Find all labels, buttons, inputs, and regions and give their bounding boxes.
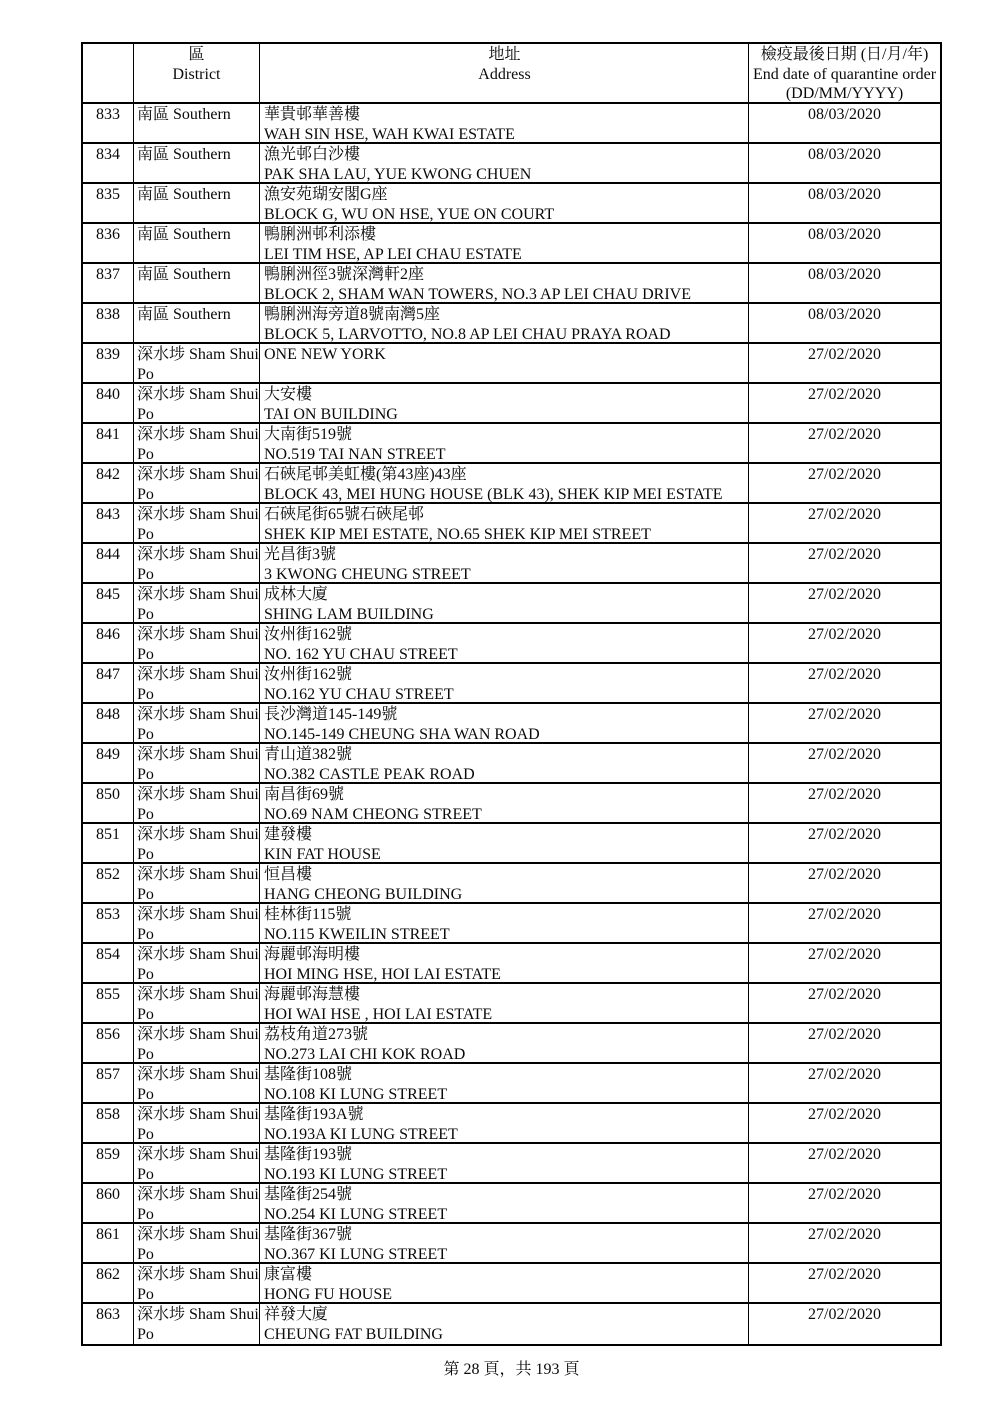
district-line-1: 深水埗 Sham Shui	[137, 1066, 259, 1083]
row-district-cell	[134, 344, 260, 382]
address-english-line: BLOCK 5, LARVOTTO, NO.8 AP LEI CHAU PRAYA ROAD	[264, 325, 671, 342]
row-district-cell	[134, 864, 260, 902]
row-number-cell: 849	[83, 744, 134, 782]
row-number-cell: 836	[83, 224, 134, 262]
district-line-1: 深水埗 Sham Shui	[137, 1186, 259, 1203]
row-number-cell: 861	[83, 1224, 134, 1262]
row-number-cell: 845	[83, 584, 134, 622]
row-address-cell	[260, 344, 749, 382]
address-chinese-line: 基隆街193號	[264, 1146, 353, 1163]
table-row	[83, 984, 940, 1024]
district-line-1: 深水埗 Sham Shui	[137, 626, 259, 643]
district-line-2: Po	[137, 965, 154, 982]
row-date-cell: 27/02/2020	[808, 426, 881, 443]
address-english-line: HOI MING HSE, HOI LAI ESTATE	[264, 965, 501, 982]
address-english-line: NO.193A KI LUNG STREET	[264, 1125, 458, 1142]
row-date-cell: 08/03/2020	[808, 106, 881, 123]
district-line-2: Po	[137, 605, 154, 622]
row-district-cell	[134, 1304, 260, 1344]
row-district-cell	[134, 584, 260, 622]
district-line-2: Po	[137, 685, 154, 702]
district-line-1: 深水埗 Sham Shui	[137, 386, 259, 403]
row-district-cell	[134, 504, 260, 542]
row-district-cell	[134, 104, 260, 142]
row-number-cell: 852	[83, 864, 134, 902]
district-line-2: Po	[137, 1085, 154, 1102]
address-chinese-line: 南昌街69號	[264, 786, 345, 803]
address-chinese-line: 青山道382號	[264, 746, 353, 763]
row-number-cell: 837	[83, 264, 134, 302]
address-english-line: NO. 162 YU CHAU STREET	[264, 645, 458, 662]
district-line-2: Po	[137, 725, 154, 742]
district-line-1: 深水埗 Sham Shui	[137, 1266, 259, 1283]
table-row	[83, 624, 940, 664]
address-chinese-line: 華貴邨華善樓	[264, 106, 361, 123]
table-row	[83, 304, 940, 344]
row-district-cell	[134, 704, 260, 742]
row-date-cell: 27/02/2020	[808, 946, 881, 963]
district-line-1: 深水埗 Sham Shui	[137, 1306, 259, 1323]
district-line-2: Po	[137, 1245, 154, 1262]
row-address-cell	[260, 784, 749, 822]
address-english-line: NO.193 KI LUNG STREET	[264, 1165, 448, 1182]
row-date-cell: 08/03/2020	[808, 186, 881, 203]
table-row	[83, 744, 940, 784]
row-district-cell	[134, 944, 260, 982]
row-address-cell	[260, 944, 749, 982]
row-date-cell: 08/03/2020	[808, 266, 881, 283]
table-row	[83, 184, 940, 224]
address-chinese-line: 汝州街162號	[264, 666, 353, 683]
row-address-cell	[260, 1064, 749, 1102]
address-english-line: NO.254 KI LUNG STREET	[264, 1205, 448, 1222]
district-line-1: 深水埗 Sham Shui	[137, 866, 259, 883]
table-row	[83, 1064, 940, 1104]
address-chinese-line: 石硤尾邨美虹樓(第43座)43座	[264, 466, 467, 483]
row-address-cell	[260, 264, 749, 302]
row-address-cell	[260, 544, 749, 582]
address-chinese-line: 基隆街367號	[264, 1226, 353, 1243]
table-row	[83, 384, 940, 424]
district-line-1: 深水埗 Sham Shui	[137, 346, 259, 363]
header-date-format: (DD/MM/YYYY)	[785, 85, 904, 102]
row-date-cell: 27/02/2020	[808, 1266, 881, 1283]
district-line-1: 深水埗 Sham Shui	[137, 906, 259, 923]
table-row	[83, 1184, 940, 1224]
district-line-1: 南區 Southern	[137, 146, 231, 163]
table-row	[83, 824, 940, 864]
address-chinese-line: 基隆街193A號	[264, 1106, 364, 1123]
address-chinese-line: 鴨脷洲徑3號深灣軒2座	[264, 266, 425, 283]
address-chinese-line: 成林大廈	[264, 586, 329, 603]
address-english-line: NO.108 KI LUNG STREET	[264, 1085, 448, 1102]
row-number-cell: 847	[83, 664, 134, 702]
address-english-line: BLOCK G, WU ON HSE, YUE ON COURT	[264, 205, 555, 222]
row-date-cell: 27/02/2020	[808, 1026, 881, 1043]
row-date-cell: 27/02/2020	[808, 586, 881, 603]
row-number-cell: 860	[83, 1184, 134, 1222]
row-district-cell	[134, 1144, 260, 1182]
row-number-cell: 853	[83, 904, 134, 942]
row-date-cell: 27/02/2020	[808, 1106, 881, 1123]
address-english-line: BLOCK 43, MEI HUNG HOUSE (BLK 43), SHEK KIP MEI ESTATE	[264, 485, 723, 502]
address-chinese-line: 基隆街108號	[264, 1066, 353, 1083]
address-english-line: NO.115 KWEILIN STREET	[264, 925, 450, 942]
address-english-line: NO.519 TAI NAN STREET	[264, 445, 446, 462]
address-english-line: 3 KWONG CHEUNG STREET	[264, 565, 471, 582]
row-date-cell: 27/02/2020	[808, 626, 881, 643]
row-district-cell	[134, 824, 260, 862]
address-english-line: NO.162 YU CHAU STREET	[264, 685, 454, 702]
row-date-cell: 27/02/2020	[808, 866, 881, 883]
address-english-line: NO.145-149 CHEUNG SHA WAN ROAD	[264, 725, 540, 742]
row-date-cell: 27/02/2020	[808, 1186, 881, 1203]
district-line-1: 南區 Southern	[137, 106, 231, 123]
row-address-cell	[260, 504, 749, 542]
district-line-2: Po	[137, 1005, 154, 1022]
row-district-cell	[134, 1264, 260, 1302]
row-number-cell: 843	[83, 504, 134, 542]
row-address-cell	[260, 704, 749, 742]
header-district-zh: 區	[188, 46, 205, 63]
address-chinese-line: 大南街519號	[264, 426, 353, 443]
row-address-cell	[260, 1104, 749, 1142]
table-row	[83, 1144, 940, 1184]
row-district-cell	[134, 1024, 260, 1062]
district-line-2: Po	[137, 845, 154, 862]
header-district-cell	[134, 44, 260, 102]
table-row	[83, 504, 940, 544]
district-line-2: Po	[137, 1205, 154, 1222]
row-date-cell: 27/02/2020	[808, 986, 881, 1003]
district-line-1: 深水埗 Sham Shui	[137, 986, 259, 1003]
address-chinese-line: 荔枝角道273號	[264, 1026, 369, 1043]
address-chinese-line: 石硤尾街65號石硤尾邨	[264, 506, 425, 523]
row-address-cell	[260, 1264, 749, 1302]
address-english-line: NO.367 KI LUNG STREET	[264, 1245, 448, 1262]
address-english-line: NO.273 LAI CHI KOK ROAD	[264, 1045, 466, 1062]
row-address-cell	[260, 144, 749, 182]
address-english-line: BLOCK 2, SHAM WAN TOWERS, NO.3 AP LEI CHAU DRIVE	[264, 285, 691, 302]
row-address-cell	[260, 1224, 749, 1262]
district-line-2: Po	[137, 925, 154, 942]
row-address-cell	[260, 184, 749, 222]
table-body	[83, 104, 940, 1344]
table-row	[83, 544, 940, 584]
district-line-1: 深水埗 Sham Shui	[137, 946, 259, 963]
row-number-cell: 850	[83, 784, 134, 822]
district-line-1: 深水埗 Sham Shui	[137, 506, 259, 523]
address-english-line: NO.69 NAM CHEONG STREET	[264, 805, 482, 822]
header-address-zh: 地址	[488, 46, 521, 63]
row-number-cell: 846	[83, 624, 134, 662]
table-row	[83, 1264, 940, 1304]
district-line-2: Po	[137, 645, 154, 662]
address-english-line: HONG FU HOUSE	[264, 1285, 393, 1302]
table-row	[83, 264, 940, 304]
row-address-cell	[260, 864, 749, 902]
district-line-1: 深水埗 Sham Shui	[137, 546, 259, 563]
row-address-cell	[260, 1184, 749, 1222]
row-district-cell	[134, 264, 260, 302]
table-row	[83, 944, 940, 984]
row-number-cell: 858	[83, 1104, 134, 1142]
district-line-1: 南區 Southern	[137, 306, 231, 323]
district-line-1: 南區 Southern	[137, 186, 231, 203]
row-address-cell	[260, 624, 749, 662]
table-row	[83, 344, 940, 384]
address-english-line: CHEUNG FAT BUILDING	[264, 1325, 443, 1343]
district-line-1: 深水埗 Sham Shui	[137, 786, 259, 803]
district-line-1: 深水埗 Sham Shui	[137, 466, 259, 483]
row-number-cell: 835	[83, 184, 134, 222]
row-district-cell	[134, 1064, 260, 1102]
header-date-en: End date of quarantine order	[752, 65, 937, 83]
row-address-cell	[260, 104, 749, 142]
row-date-cell: 27/02/2020	[808, 1066, 881, 1083]
address-english-line: TAI ON BUILDING	[264, 405, 398, 422]
row-district-cell	[134, 304, 260, 342]
row-district-cell	[134, 464, 260, 502]
table-row	[83, 704, 940, 744]
district-line-2: Po	[137, 525, 154, 542]
district-line-1: 深水埗 Sham Shui	[137, 1106, 259, 1123]
district-line-2: Po	[137, 1045, 154, 1062]
district-line-1: 深水埗 Sham Shui	[137, 666, 259, 683]
row-address-cell	[260, 304, 749, 342]
header-address-en: Address	[478, 65, 531, 83]
address-chinese-line: 建發樓	[264, 826, 313, 843]
table-row	[83, 864, 940, 904]
address-english-line: SHING LAM BUILDING	[264, 605, 434, 622]
address-chinese-line: 桂林街115號	[264, 906, 352, 923]
row-number-cell: 833	[83, 104, 134, 142]
row-address-cell	[260, 664, 749, 702]
row-district-cell	[134, 784, 260, 822]
row-district-cell	[134, 1184, 260, 1222]
row-address-cell	[260, 464, 749, 502]
row-address-cell	[260, 1304, 749, 1344]
table-row	[83, 144, 940, 184]
row-date-cell: 27/02/2020	[808, 506, 881, 523]
row-district-cell	[134, 224, 260, 262]
table-row	[83, 1024, 940, 1064]
district-line-1: 深水埗 Sham Shui	[137, 1026, 259, 1043]
district-line-1: 深水埗 Sham Shui	[137, 746, 259, 763]
district-line-2: Po	[137, 365, 154, 382]
address-chinese-line: 鴨脷洲海旁道8號南灣5座	[264, 306, 441, 323]
table-row	[83, 1224, 940, 1264]
district-line-2: Po	[137, 485, 154, 502]
address-english-line: WAH SIN HSE, WAH KWAI ESTATE	[264, 125, 515, 142]
row-date-cell: 27/02/2020	[808, 786, 881, 803]
address-chinese-line: 光昌街3號	[264, 546, 337, 563]
row-date-cell: 27/02/2020	[808, 1146, 881, 1163]
row-district-cell	[134, 1224, 260, 1262]
table-row	[83, 464, 940, 504]
district-line-2: Po	[137, 565, 154, 582]
table-row	[83, 904, 940, 944]
row-district-cell	[134, 984, 260, 1022]
row-district-cell	[134, 904, 260, 942]
row-number-cell: 848	[83, 704, 134, 742]
address-english-line: PAK SHA LAU, YUE KWONG CHUEN	[264, 165, 532, 182]
table-row	[83, 664, 940, 704]
address-english-line: NO.382 CASTLE PEAK ROAD	[264, 765, 475, 782]
address-chinese-line: 海麗邨海明樓	[264, 946, 361, 963]
header-date-cell	[749, 44, 940, 102]
address-chinese-line: ONE NEW YORK	[264, 346, 386, 363]
district-line-1: 南區 Southern	[137, 266, 231, 283]
district-line-2: Po	[137, 445, 154, 462]
address-chinese-line: 大安樓	[264, 386, 313, 403]
district-line-1: 南區 Southern	[137, 226, 231, 243]
header-date-zh: 檢疫最後日期 (日/月/年)	[760, 46, 929, 63]
row-district-cell	[134, 1104, 260, 1142]
district-line-2: Po	[137, 805, 154, 822]
row-number-cell: 859	[83, 1144, 134, 1182]
address-chinese-line: 長沙灣道145-149號	[264, 706, 398, 723]
row-address-cell	[260, 1144, 749, 1182]
table-row	[83, 1304, 940, 1344]
table-row	[83, 584, 940, 624]
row-address-cell	[260, 984, 749, 1022]
table-row	[83, 784, 940, 824]
district-line-2: Po	[137, 405, 154, 422]
district-line-2: Po	[137, 885, 154, 902]
row-date-cell: 27/02/2020	[808, 386, 881, 403]
row-date-cell: 27/02/2020	[808, 666, 881, 683]
district-line-1: 深水埗 Sham Shui	[137, 586, 259, 603]
row-address-cell	[260, 744, 749, 782]
table-row	[83, 224, 940, 264]
row-address-cell	[260, 1024, 749, 1062]
row-district-cell	[134, 384, 260, 422]
row-date-cell: 27/02/2020	[808, 1306, 881, 1323]
address-chinese-line: 漁光邨白沙樓	[264, 146, 361, 163]
district-line-2: Po	[137, 765, 154, 782]
row-date-cell: 27/02/2020	[808, 346, 881, 363]
address-chinese-line: 汝州街162號	[264, 626, 353, 643]
district-line-1: 深水埗 Sham Shui	[137, 426, 259, 443]
address-chinese-line: 鴨脷洲邨利添樓	[264, 226, 377, 243]
address-chinese-line: 漁安苑瑚安閣G座	[264, 186, 388, 203]
row-address-cell	[260, 424, 749, 462]
row-district-cell	[134, 184, 260, 222]
row-number-cell: 855	[83, 984, 134, 1022]
row-number-cell: 844	[83, 544, 134, 582]
table-row	[83, 1104, 940, 1144]
table-row	[83, 104, 940, 144]
row-number-cell: 838	[83, 304, 134, 342]
row-number-cell: 862	[83, 1264, 134, 1302]
row-number-cell: 851	[83, 824, 134, 862]
row-date-cell: 08/03/2020	[808, 306, 881, 323]
row-district-cell	[134, 664, 260, 702]
row-address-cell	[260, 224, 749, 262]
row-date-cell: 27/02/2020	[808, 746, 881, 763]
row-address-cell	[260, 384, 749, 422]
row-date-cell: 27/02/2020	[808, 466, 881, 483]
row-date-cell: 27/02/2020	[808, 546, 881, 563]
row-district-cell	[134, 544, 260, 582]
row-date-cell: 27/02/2020	[808, 826, 881, 843]
row-number-cell: 863	[83, 1304, 134, 1344]
row-district-cell	[134, 144, 260, 182]
quarantine-table	[81, 42, 942, 1346]
row-number-cell: 841	[83, 424, 134, 462]
address-english-line: HANG CHEONG BUILDING	[264, 885, 463, 902]
district-line-1: 深水埗 Sham Shui	[137, 1226, 259, 1243]
row-district-cell	[134, 744, 260, 782]
row-number-cell: 842	[83, 464, 134, 502]
row-district-cell	[134, 424, 260, 462]
row-date-cell: 27/02/2020	[808, 906, 881, 923]
header-district-en: District	[172, 65, 221, 83]
row-date-cell: 08/03/2020	[808, 226, 881, 243]
district-line-1: 深水埗 Sham Shui	[137, 706, 259, 723]
address-chinese-line: 海麗邨海慧樓	[264, 986, 361, 1003]
address-english-line: LEI TIM HSE, AP LEI CHAU ESTATE	[264, 245, 522, 262]
address-chinese-line: 康富樓	[264, 1266, 313, 1283]
district-line-1: 深水埗 Sham Shui	[137, 1146, 259, 1163]
row-address-cell	[260, 584, 749, 622]
row-number-cell: 839	[83, 344, 134, 382]
district-line-2: Po	[137, 1125, 154, 1142]
row-number-cell: 840	[83, 384, 134, 422]
address-english-line: SHEK KIP MEI ESTATE, NO.65 SHEK KIP MEI STREET	[264, 525, 651, 542]
address-chinese-line: 恒昌樓	[264, 866, 313, 883]
district-line-2: Po	[137, 1165, 154, 1182]
row-number-cell: 834	[83, 144, 134, 182]
row-date-cell: 27/02/2020	[808, 1226, 881, 1243]
row-number-cell: 854	[83, 944, 134, 982]
district-line-2: Po	[137, 1325, 154, 1343]
address-english-line: KIN FAT HOUSE	[264, 845, 381, 862]
table-row	[83, 424, 940, 464]
address-chinese-line: 祥發大廈	[264, 1306, 329, 1323]
row-date-cell: 08/03/2020	[808, 146, 881, 163]
row-address-cell	[260, 904, 749, 942]
row-address-cell	[260, 824, 749, 862]
row-number-cell: 857	[83, 1064, 134, 1102]
district-line-2: Po	[137, 1285, 154, 1302]
district-line-1: 深水埗 Sham Shui	[137, 826, 259, 843]
page-footer: 第 28 頁，共 193 頁	[443, 1361, 580, 1378]
table-header-row	[83, 44, 940, 104]
row-date-cell: 27/02/2020	[808, 706, 881, 723]
header-number-cell	[83, 44, 134, 102]
address-chinese-line: 基隆街254號	[264, 1186, 353, 1203]
row-number-cell: 856	[83, 1024, 134, 1062]
row-district-cell	[134, 624, 260, 662]
header-address-cell	[260, 44, 749, 102]
address-english-line: HOI WAI HSE , HOI LAI ESTATE	[264, 1005, 493, 1022]
